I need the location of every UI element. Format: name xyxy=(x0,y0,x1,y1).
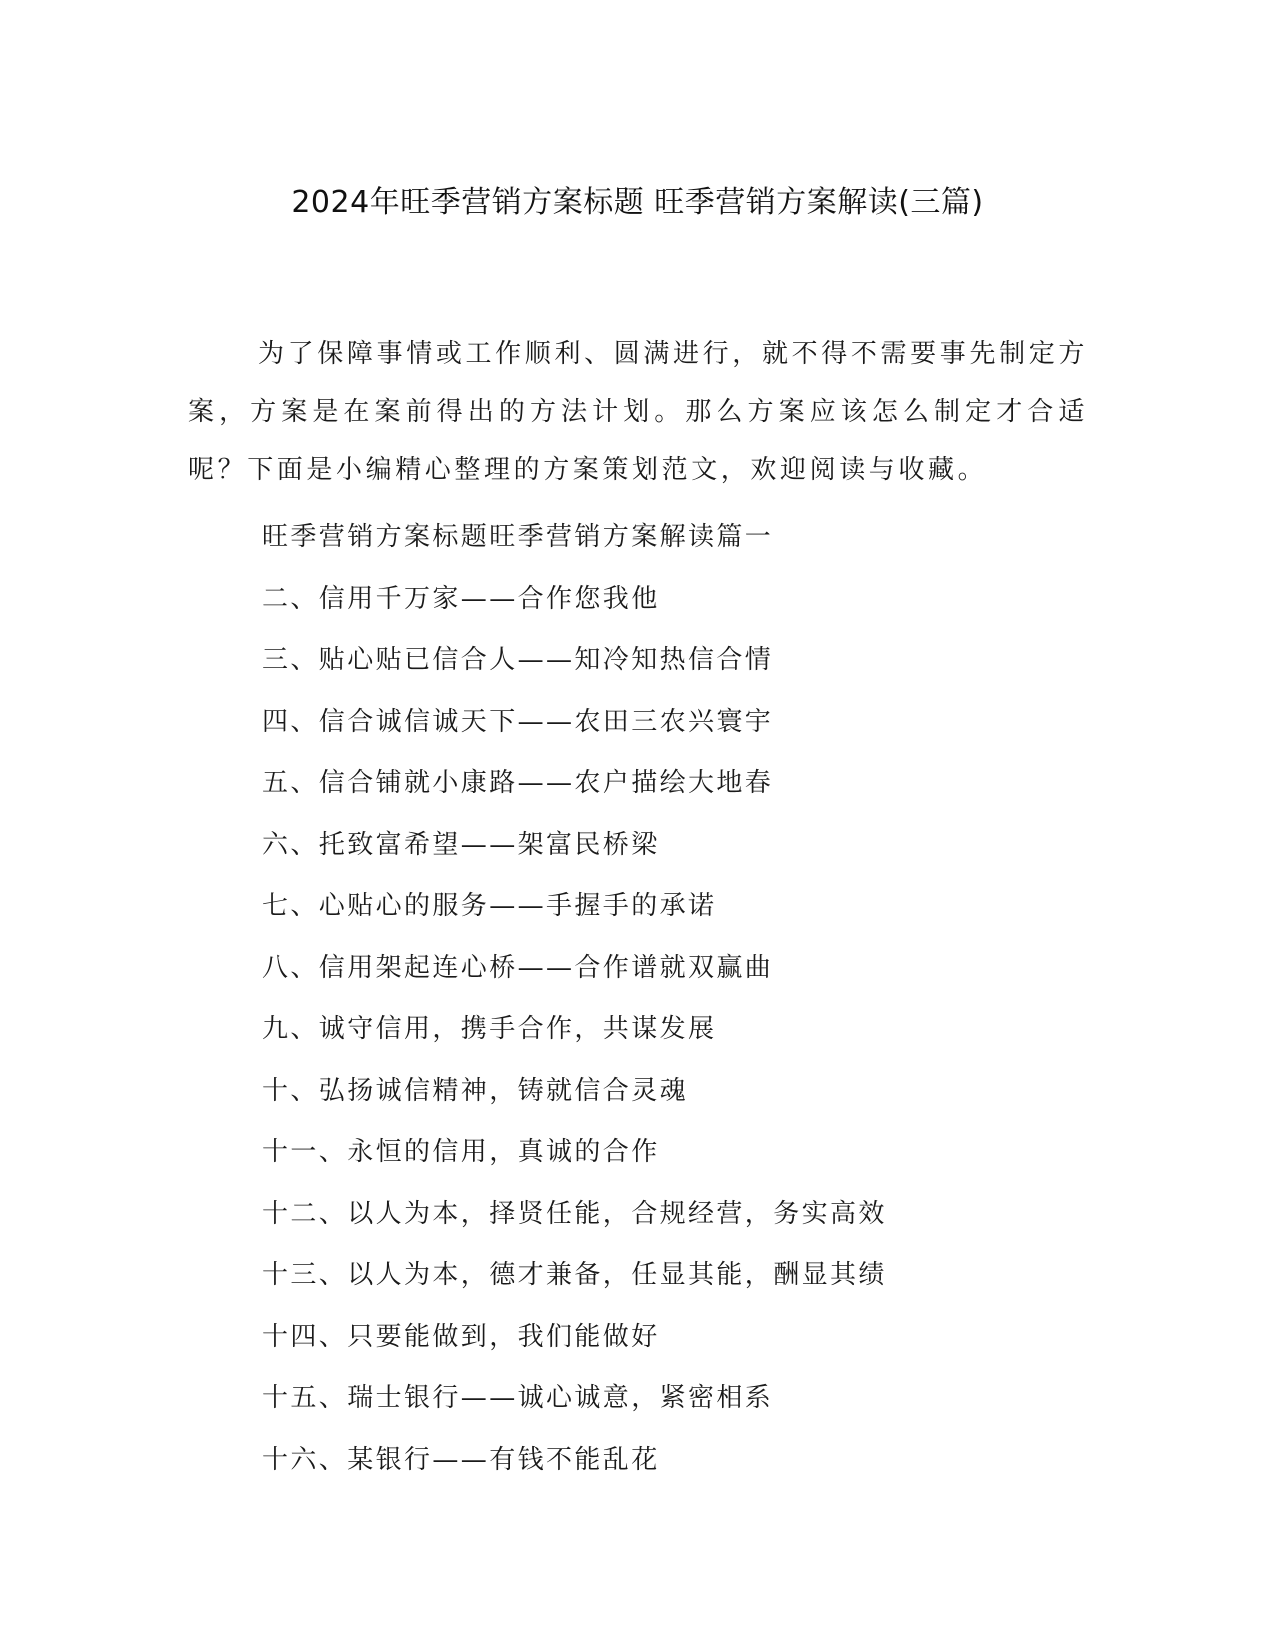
list-item: 十六、某银行——有钱不能乱花 xyxy=(262,1444,660,1475)
slogan-list xyxy=(262,507,1122,1491)
list-item: 十一、永恒的信用，真诚的合作 xyxy=(262,1137,660,1167)
list-item: 十二、以人为本，择贤任能，合规经营，务实高效 xyxy=(262,1198,887,1229)
list-item: 十、弘扬诚信精神，铸就信合灵魂 xyxy=(262,1075,689,1106)
section-heading: 旺季营销方案标题旺季营销方案解读篇一 xyxy=(262,522,774,552)
list-item: 三、贴心贴已信合人——知冷知热信合情 xyxy=(262,645,774,675)
list-item: 十四、只要能做到，我们能做好 xyxy=(262,1321,660,1352)
document-title: 2024年旺季营销方案标题 旺季营销方案解读(三篇) xyxy=(291,185,984,220)
list-item: 七、心贴心的服务——手握手的承诺 xyxy=(262,891,717,921)
list-item: 二、信用千万家——合作您我他 xyxy=(262,583,660,614)
intro-paragraph: 为了保障事情或工作顺利、圆满进行，就不得不需要事先制定方案，方案是在案前得出的方法计划。那么方案应该怎么制定才合适呢？下面是小编精心整理的方案策划范文，欢迎阅读与收藏。 xyxy=(188,339,1088,485)
list-item: 四、信合诚信诚天下——农田三农兴寰宇 xyxy=(262,706,774,737)
list-item: 六、托致富希望——架富民桥梁 xyxy=(262,829,660,860)
list-item: 十三、以人为本，德才兼备，任显其能，酬显其绩 xyxy=(262,1260,887,1290)
list-item: 八、信用架起连心桥——合作谱就双赢曲 xyxy=(262,952,774,983)
list-item: 五、信合铺就小康路——农户描绘大地春 xyxy=(262,768,774,798)
list-item: 十五、瑞士银行——诚心诚意，紧密相系 xyxy=(262,1383,774,1413)
list-item: 九、诚守信用，携手合作，共谋发展 xyxy=(262,1014,717,1044)
